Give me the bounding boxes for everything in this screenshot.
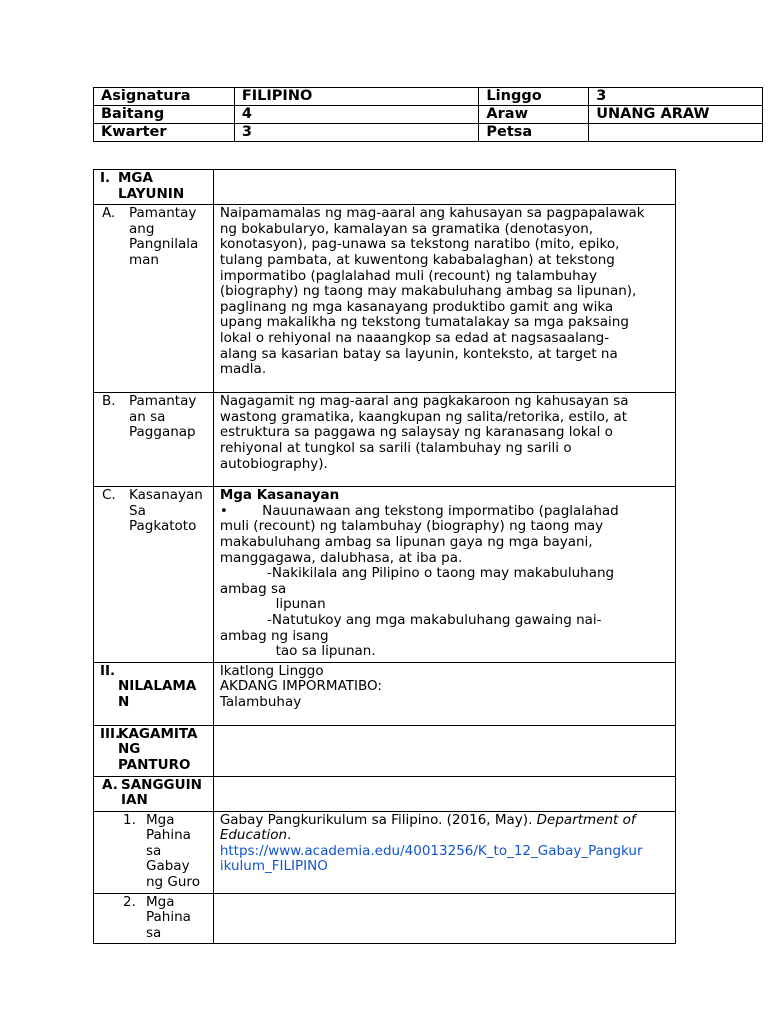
item-title: Mga Pahina sa [146,893,191,941]
row-kagamitan [94,725,676,776]
pahina-content [213,893,675,944]
gabay-content [213,811,675,893]
kagamitan-label [94,725,214,776]
label-araw: Araw [479,106,589,124]
header-row-grade [94,106,763,124]
item-letter: A. [102,776,118,793]
section-number: I. [100,170,111,186]
pangnilalaman-content: Naipamamalas ng mag-aaral ang kahusayan sa pagpapalawak ng bokabularyo, kamalayan sa gramatika (denotasyon, konotasyon), pag-unawa sa tekstong naratibo (mito, epiko, tulang pambata, at kuwentong kababalaghan) at tekstong impormatibo (paglalahad muli (recount) ng talambuhay (biography) ng taong may makabuluhang ambag sa lipunan), paglinang ng mga kasanayang produktibo gamit ang wika upang makalikha ng tekstong tumatalakay sa mga paksaing lokal o rehiyonal na naaangkop sa edad at nagsasaalang- alang sa kasarian batay sa layunin, konteksto, at target na madla. [213,205,675,393]
reference-link[interactable]: https://www.academia.edu/40013256/K_to_12_Gabay_Pangkur ikulum_FILIPINO [219,842,643,875]
item-number: 1. [123,811,136,828]
reference-citation [220,813,671,844]
row-layunin [94,170,676,205]
item-title: Kasanayan Sa Pagkatoto [129,487,203,535]
section-number: II. [100,662,116,679]
item-number: 2. [123,893,136,910]
sanggunian-label [94,776,214,811]
citation-publisher: Department of Education [219,811,636,844]
label-linggo: Linggo [479,88,589,106]
row-gabay [94,811,676,893]
value-kwarter: 3 [234,124,479,142]
pahina-label [94,893,214,944]
row-pagganap [94,393,676,487]
pagganap-label [94,393,214,487]
section-title: MGA LAYUNIN [118,170,185,202]
kasanayan-list: • Nauunawaan ang tekstong impormatibo (paglalahad muli (recount) ng talambuhay (biography) ng taong may makabuluhang ambag sa lipunan gaya ng mga bayani, manggagawa, dalubhasa, at iba pa. -Nakikilala ang Pilipino o taong may makabuluhang ambag sa lipunan -Natutukoy ang mga makabuluhang gawaing nai- ambag ng isang tao sa lipunan. [219,502,619,660]
value-linggo: 3 [589,88,763,106]
item-letter: C. [102,487,116,504]
item-title: Mga Pahina sa Gabay ng Guro [146,811,200,891]
row-nilalaman [94,662,676,725]
citation-period: . [287,827,292,844]
sanggunian-content [213,776,675,811]
value-baitang: 4 [234,106,479,124]
pangnilalaman-label [94,205,214,393]
section-title: KAGAMITA NG PANTURO [118,725,198,773]
item-title: Pamantay an sa Pagganap [129,393,197,441]
label-asignatura: Asignatura [94,88,235,106]
item-title: SANGGUIN IAN [121,776,202,809]
lesson-plan-table [93,169,676,944]
header-row-quarter [94,124,763,142]
row-sanggunian [94,776,676,811]
section-layunin-content [213,170,675,205]
row-pagkatoto [94,487,676,663]
section-title: NILALAMA N [118,678,197,710]
label-petsa: Petsa [479,124,589,142]
gabay-label [94,811,214,893]
pagganap-content: Nagagamit ng mag-aaral ang pagkakaroon ng kahusayan sa wastong gramatika, kaangkupan ng salita/retorika, estilo, at estruktura sa paggawa ng salaysay ng karanasang lokal o rehiyonal at tungkol sa sarili (talambuhay ng sarili o autobiography). [213,393,675,487]
item-title: Pamantay ang Pangnilala man [129,205,199,268]
item-letter: A. [102,205,116,222]
pagkatoto-label [94,487,214,663]
row-pahina [94,893,676,944]
header-row-subject [94,88,763,106]
item-letter: B. [102,393,116,410]
label-baitang: Baitang [94,106,235,124]
label-kwarter: Kwarter [94,124,235,142]
pagkatoto-content [213,487,675,663]
kasanayan-heading: Mga Kasanayan [219,487,340,504]
nilalaman-content: Ikatlong Linggo AKDANG IMPORMATIBO: Talambuhay [213,662,675,725]
value-asignatura: FILIPINO [234,88,479,106]
row-pangnilalaman [94,205,676,393]
nilalaman-label [94,662,214,725]
value-petsa [589,124,763,142]
section-number: III. [100,725,121,742]
citation-text: Gabay Pangkurikulum sa Filipino. (2016, May). [219,811,537,828]
section-layunin-label [94,170,214,205]
header-table [93,87,763,142]
kagamitan-content [213,725,675,776]
value-araw: UNANG ARAW [589,106,763,124]
